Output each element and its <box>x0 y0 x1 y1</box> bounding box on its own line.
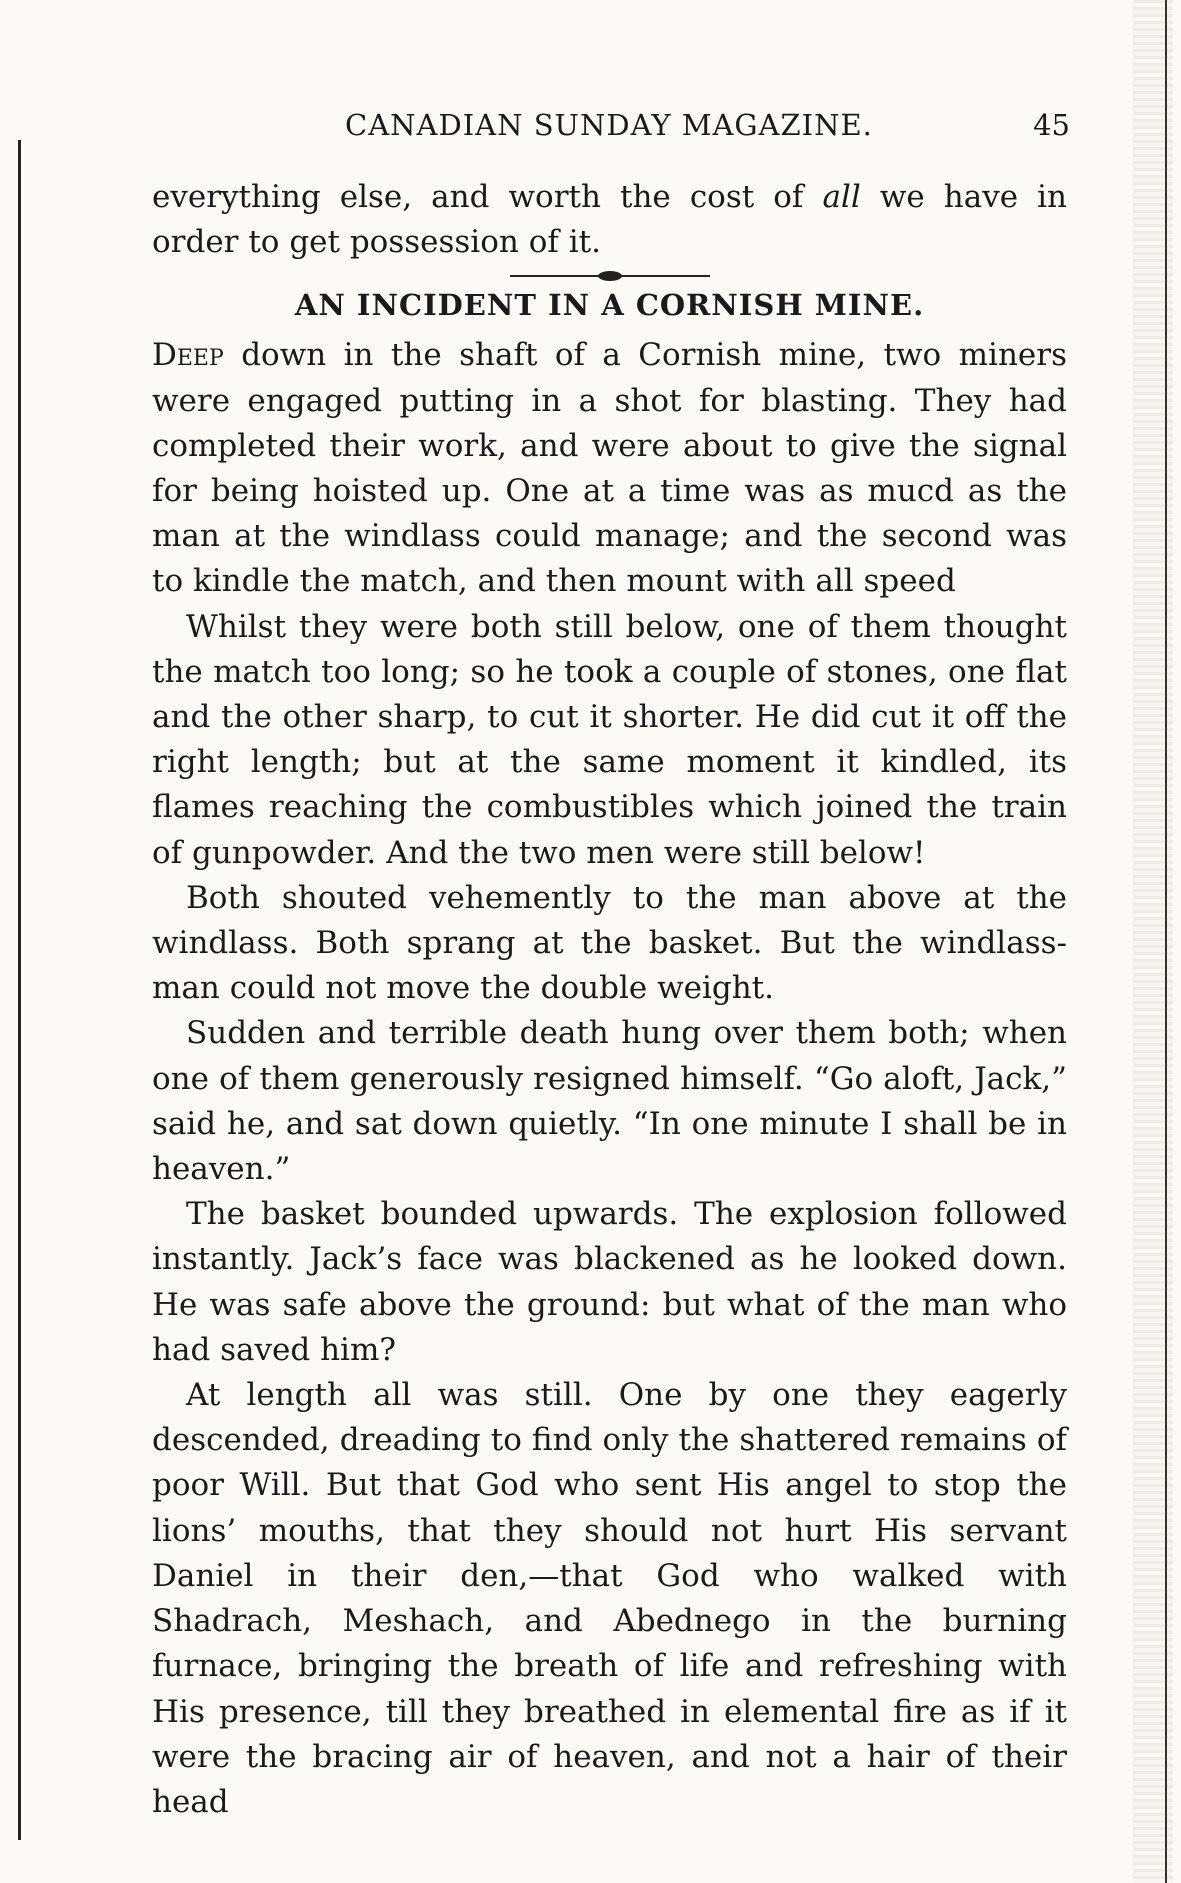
first-word: Deep <box>152 337 224 374</box>
intro-text-before: everything else, and worth the cost of <box>152 179 823 215</box>
paragraph-1-text: down in the shaft of a Cornish mine, two miners were engaged putting in a shot for blasting. They had completed their work, and were about to give the signal for being hoisted up. One at a time was as mucd as the man at the windlass could manage; and the second was to kindle the match, and then mount with all speed <box>152 337 1067 600</box>
page-edge-shadow <box>1133 0 1173 1883</box>
page-number: 45 <box>1033 108 1070 142</box>
article-paragraph-4: Sudden and terrible death hung over them both; when one of them generously resigned himself. “Go aloft, Jack,” said he, and sat down quietly. “In one minute I shall be in heaven.” <box>152 1015 1067 1188</box>
left-margin-rule <box>18 140 21 1840</box>
section-divider <box>510 275 710 277</box>
article-paragraph-1 <box>152 333 1067 604</box>
intro-paragraph <box>152 175 1067 265</box>
running-head: CANADIAN SUNDAY MAGAZINE. <box>345 108 873 142</box>
article-paragraph-6: At length all was still. One by one they eagerly descended, dreading to find only the shattered remains of poor Will. But that God who sent His angel to stop the lions’ mouths, that they should not hurt His servant Daniel in their den,—that God who walked with Shadrach, Meshach, and Abednego in the burning furnace, bringing the breath of life and refreshing with His presence, till they breathed in elemental fire as if it were the bracing air of heaven, and not a hair of their head <box>152 1377 1067 1820</box>
article-paragraph-2: Whilst they were both still below, one of them thought the match too long; so he took a couple of stones, one flat and the other sharp, to cut it shorter. He did cut it off the right length; but at the same moment it kindled, its flames reaching the combustibles which joined the train of gunpowder. And the two men were still below! <box>152 608 1067 871</box>
article-title: AN INCIDENT IN A CORNISH MINE. <box>294 288 925 323</box>
page-edge-line <box>1165 0 1167 1883</box>
body-text <box>152 175 1067 1825</box>
intro-emphasis: all <box>822 179 861 215</box>
page-header <box>150 108 1070 148</box>
article-paragraph-3: Both shouted vehemently to the man above at the windlass. Both sprang at the basket. But the windlass-man could not move the double weight. <box>152 879 1067 1007</box>
article-paragraph-5: The basket bounded upwards. The explosion followed instantly. Jack’s face was blackened as he looked down. He was safe above the ground: but what of the man who had saved him? <box>152 1196 1067 1368</box>
intro-text-after: we have in order to get possession of it. <box>152 179 1067 261</box>
